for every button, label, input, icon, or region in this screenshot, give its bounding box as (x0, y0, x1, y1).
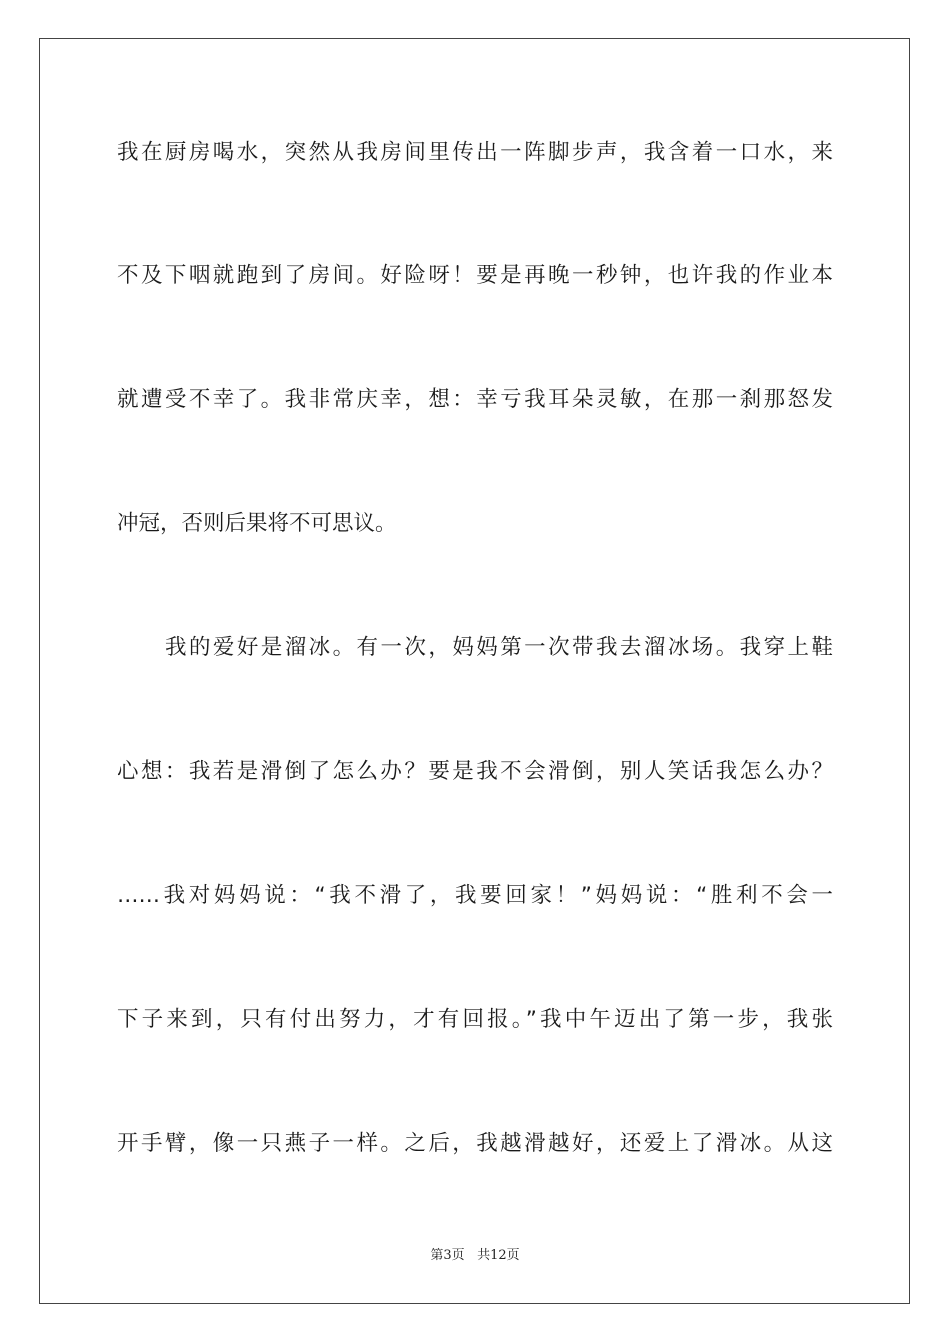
page-number: 第3页 (430, 1248, 465, 1263)
paragraph-2-line-5: 开手臂，像一只燕子一样。之后，我越滑越好，还爱上了滑冰。从这 (117, 1131, 833, 1156)
page-total: 共12页 (477, 1248, 520, 1263)
paragraph-1-line-2: 不及下咽就跑到了房间。好险呀！要是再晚一秒钟，也许我的作业本 (117, 263, 833, 288)
paragraph-2-line-3: ……我对妈妈说：“我不滑了，我要回家！”妈妈说：“胜利不会一 (117, 883, 833, 908)
paragraph-1-line-3: 就遭受不幸了。我非常庆幸，想：幸亏我耳朵灵敏，在那一刹那怒发 (117, 387, 833, 412)
page-border (39, 38, 910, 1304)
paragraph-2-line-1: 我的爱好是溜冰。有一次，妈妈第一次带我去溜冰场。我穿上鞋 (165, 635, 833, 660)
paragraph-1-line-4: 冲冠，否则后果将不可思议。 (117, 511, 397, 536)
paragraph-1-line-1: 我在厨房喝水，突然从我房间里传出一阵脚步声，我含着一口水，来 (117, 140, 833, 165)
paragraph-2-line-4: 下子来到，只有付出努力，才有回报。”我中午迈出了第一步，我张 (117, 1007, 833, 1032)
page-footer (0, 1246, 950, 1266)
paragraph-2-line-2: 心想：我若是滑倒了怎么办？要是我不会滑倒，别人笑话我怎么办？ (117, 759, 833, 784)
